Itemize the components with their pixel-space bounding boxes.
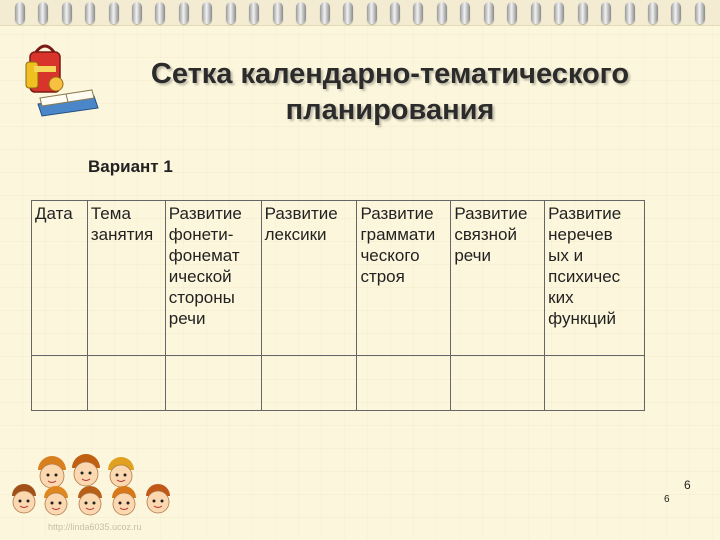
binding-ring xyxy=(460,2,470,24)
header-cell-nonverbal-functions: Развитие неречев ых и психичес ких функций xyxy=(545,201,645,356)
binding-ring xyxy=(296,2,306,24)
table-cell xyxy=(261,356,357,411)
binding-ring xyxy=(132,2,142,24)
table-cell xyxy=(451,356,545,411)
binding-ring xyxy=(695,2,705,24)
header-cell-grammar: Развитие граммати ческого строя xyxy=(357,201,451,356)
children-faces-icon xyxy=(8,452,183,522)
binding-ring xyxy=(437,2,447,24)
binding-ring xyxy=(343,2,353,24)
variant-label: Вариант 1 xyxy=(88,157,173,176)
binding-ring xyxy=(155,2,165,24)
header-cell-phonetics: Развитие фонети- фонемат ической стороны речи xyxy=(165,201,261,356)
header-cell-date: Дата xyxy=(32,201,88,356)
header-cell-vocabulary: Развитие лексики xyxy=(261,201,357,356)
binding-ring xyxy=(484,2,494,24)
binding-ring xyxy=(109,2,119,24)
binding-ring xyxy=(625,2,635,24)
table-cell xyxy=(545,356,645,411)
binding-ring xyxy=(38,2,48,24)
binding-ring xyxy=(273,2,283,24)
binding-ring xyxy=(578,2,588,24)
page-number-small: 6 xyxy=(664,494,670,505)
page-number-large: 6 xyxy=(684,478,691,492)
table-header-row xyxy=(32,201,645,356)
binding-ring xyxy=(62,2,72,24)
binding-ring xyxy=(671,2,681,24)
table-cell xyxy=(357,356,451,411)
watermark: http://linda6035.ucoz.ru xyxy=(48,522,142,532)
binding-ring xyxy=(226,2,236,24)
binding-ring xyxy=(413,2,423,24)
header-cell-topic: Тема занятия xyxy=(87,201,165,356)
table-cell xyxy=(165,356,261,411)
binding-ring xyxy=(390,2,400,24)
binding-ring xyxy=(367,2,377,24)
binding-ring xyxy=(601,2,611,24)
binding-ring xyxy=(648,2,658,24)
binding-ring xyxy=(179,2,189,24)
binding-ring xyxy=(202,2,212,24)
spiral-binding xyxy=(0,0,720,26)
binding-ring xyxy=(320,2,330,24)
page-title: Сетка календарно-тематического планирования xyxy=(150,58,630,126)
binding-ring xyxy=(85,2,95,24)
header-cell-coherent-speech: Развитие связной речи xyxy=(451,201,545,356)
binding-ring xyxy=(554,2,564,24)
binding-ring xyxy=(15,2,25,24)
binding-ring xyxy=(249,2,259,24)
schoolbag-book-icon xyxy=(16,36,100,120)
binding-ring xyxy=(531,2,541,24)
table-cell xyxy=(87,356,165,411)
table-cell xyxy=(32,356,88,411)
binding-ring xyxy=(507,2,517,24)
table-row xyxy=(32,356,645,411)
planning-table xyxy=(31,200,645,411)
